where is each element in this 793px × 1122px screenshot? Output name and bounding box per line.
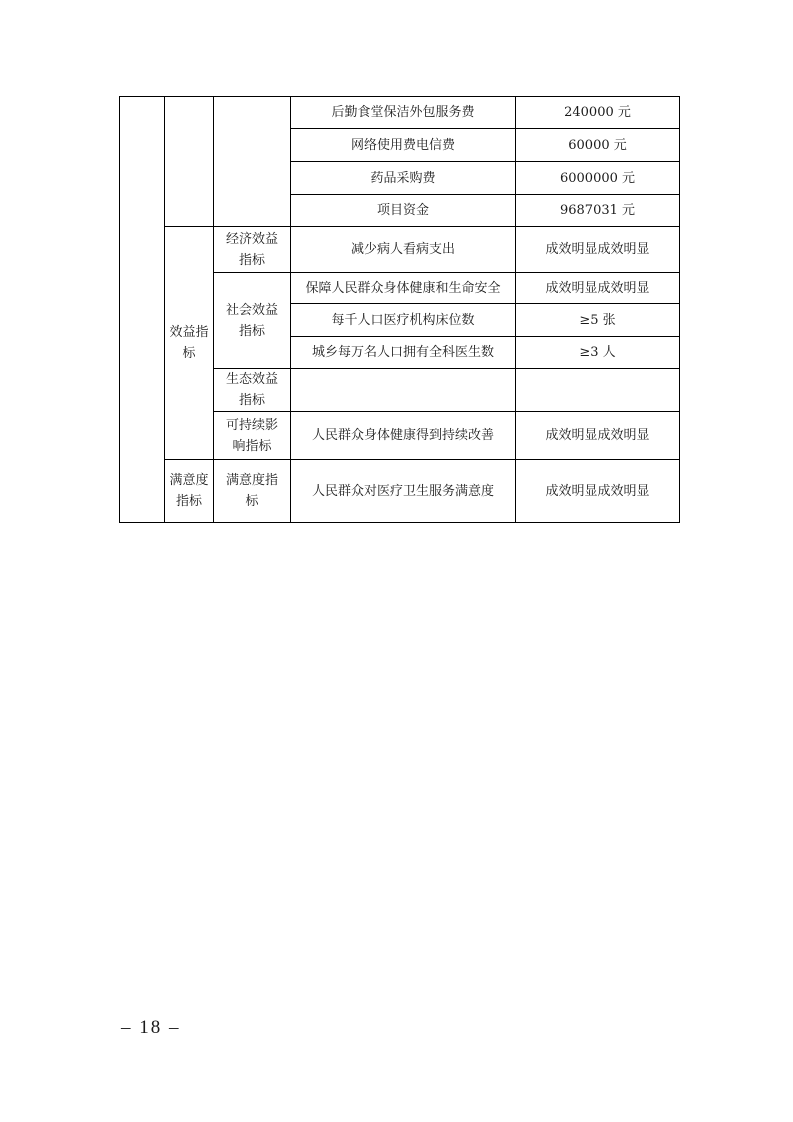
indicator-value: 成效明显成效明显 bbox=[516, 460, 680, 523]
indicator-value: 60000 元 bbox=[516, 129, 680, 162]
satisfaction-category-cell bbox=[165, 460, 214, 523]
economic-benefit-label: 经济效益指标 bbox=[225, 231, 278, 268]
indicator-value: ≥3 人 bbox=[516, 337, 680, 369]
indicator-name: 项目资金 bbox=[291, 195, 516, 227]
indicator-value bbox=[516, 369, 680, 412]
social-benefit-cell bbox=[214, 273, 291, 369]
indicator-name: 人民群众身体健康得到持续改善 bbox=[291, 412, 516, 460]
indicator-value: 成效明显成效明显 bbox=[516, 273, 680, 304]
benefit-category-cell bbox=[165, 227, 214, 460]
outer-blank-cell bbox=[120, 97, 165, 523]
indicator-value: 成效明显成效明显 bbox=[516, 412, 680, 460]
indicator-name: 人民群众对医疗卫生服务满意度 bbox=[291, 460, 516, 523]
indicator-name: 后勤食堂保洁外包服务费 bbox=[291, 97, 516, 129]
cost-subcategory-cell bbox=[214, 97, 291, 227]
cost-category-cell bbox=[165, 97, 214, 227]
indicator-name: 网络使用费电信费 bbox=[291, 129, 516, 162]
satisfaction-category-label: 满意度指标 bbox=[169, 473, 209, 509]
page-number: – 18 – bbox=[121, 1017, 181, 1038]
satisfaction-subcategory-label: 满意度指标 bbox=[225, 473, 278, 509]
indicator-name: 减少病人看病支出 bbox=[291, 227, 516, 273]
indicator-name bbox=[291, 369, 516, 412]
indicator-name: 药品采购费 bbox=[291, 162, 516, 195]
table-row bbox=[120, 227, 680, 273]
indicator-value: 成效明显成效明显 bbox=[516, 227, 680, 273]
sustainable-impact-label: 可持续影响指标 bbox=[225, 417, 278, 454]
indicator-name: 城乡每万名人口拥有全科医生数 bbox=[291, 337, 516, 369]
ecological-benefit-cell bbox=[214, 369, 291, 412]
indicator-name: 每千人口医疗机构床位数 bbox=[291, 304, 516, 337]
social-benefit-label: 社会效益指标 bbox=[225, 302, 278, 339]
indicator-value: 240000 元 bbox=[516, 97, 680, 129]
indicator-value: 9687031 元 bbox=[516, 195, 680, 227]
performance-indicator-table bbox=[119, 96, 680, 523]
indicator-value: ≥5 张 bbox=[516, 304, 680, 337]
table-row bbox=[120, 97, 680, 129]
economic-benefit-cell bbox=[214, 227, 291, 273]
table-row bbox=[120, 460, 680, 523]
satisfaction-subcategory-cell bbox=[214, 460, 291, 523]
benefit-category-label: 效益指标 bbox=[169, 325, 209, 361]
indicator-value: 6000000 元 bbox=[516, 162, 680, 195]
indicator-name: 保障人民群众身体健康和生命安全 bbox=[291, 273, 516, 304]
sustainable-impact-cell bbox=[214, 412, 291, 460]
ecological-benefit-label: 生态效益指标 bbox=[225, 372, 278, 408]
